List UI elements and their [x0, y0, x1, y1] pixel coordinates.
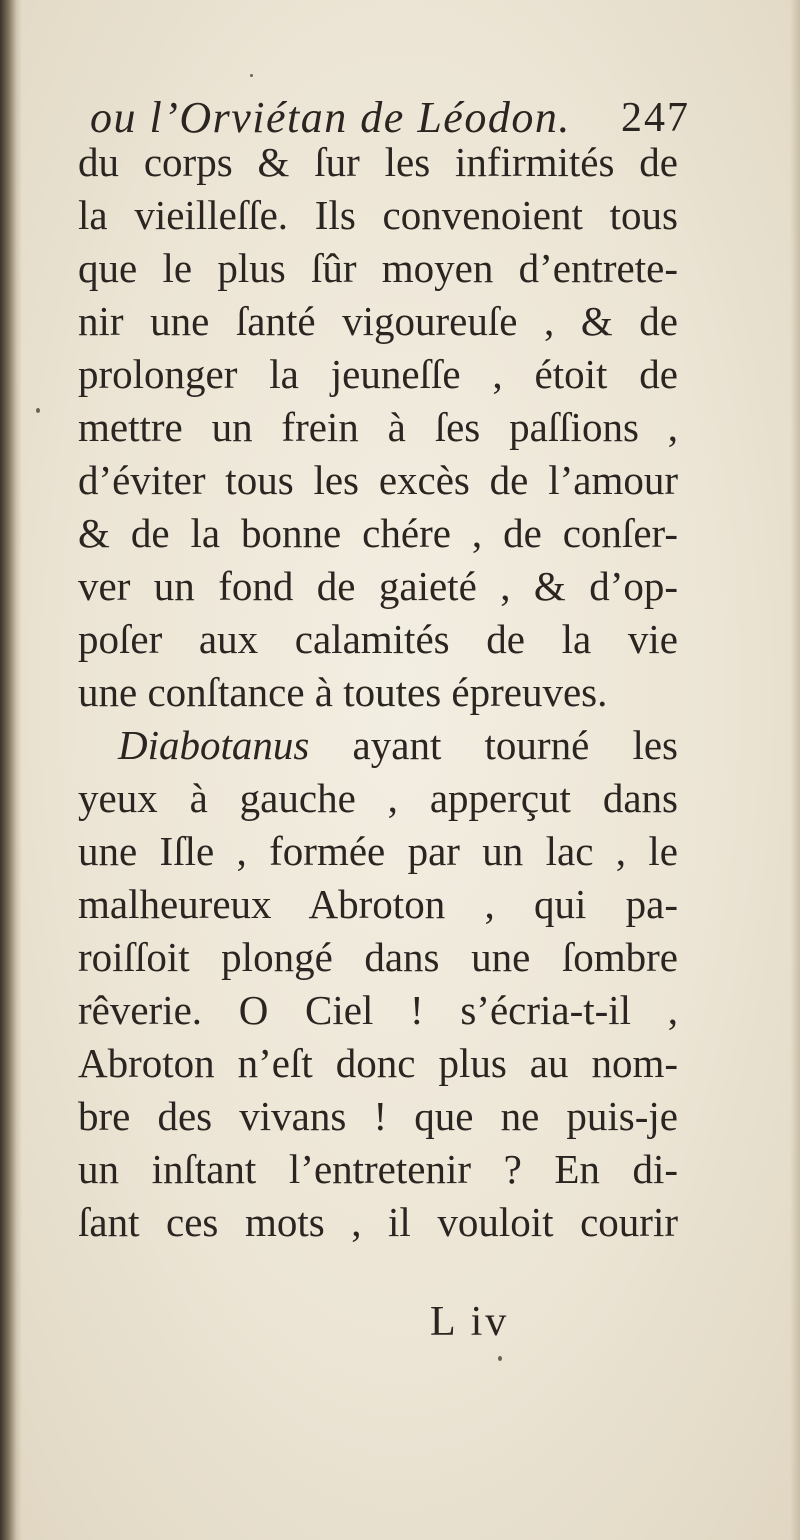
binding-shadow — [0, 0, 22, 1540]
text-line: poſer aux calamités de la vie — [78, 616, 678, 662]
text-line: Diabotanus ayant tourné les — [118, 722, 678, 768]
text-line: roiſſoit plongé dans une ſombre — [78, 934, 678, 980]
page-edge — [790, 0, 800, 1540]
paper-speck — [36, 408, 40, 413]
text-line: malheureux Abroton , qui pa- — [78, 881, 678, 927]
paper-speck — [498, 1356, 502, 1361]
text-line: rêverie. O Ciel ! s’écria-t-il , — [78, 987, 678, 1033]
text-line: une Iſle , formée par un lac , le — [78, 828, 678, 874]
body-text — [78, 136, 678, 1249]
character-name: Diabotanus — [118, 722, 310, 768]
text-line: que le plus ſûr moyen d’entrete- — [78, 245, 678, 291]
text-line: d’éviter tous les excès de l’amour — [78, 457, 678, 503]
text-line: Abroton n’eſt donc plus au nom- — [78, 1040, 678, 1086]
paper-speck — [250, 74, 253, 77]
text-line: mettre un frein à ſes paſſions , — [78, 404, 678, 450]
text-line: yeux à gauche , apperçut dans — [78, 775, 678, 821]
text-line: bre des vivans ! que ne puis-je — [78, 1093, 678, 1139]
text-line: la vieilleſſe. Ils convenoient tous — [78, 192, 678, 238]
text-line: ſant ces mots , il vouloit courir — [78, 1199, 678, 1245]
text-line: nir une ſanté vigoureuſe , & de — [78, 298, 678, 344]
text-line: du corps & ſur les infirmités de — [78, 139, 678, 185]
text-line: ver un fond de gaieté , & d’op- — [78, 563, 678, 609]
running-head: ou l’Orviétan de Léodon. — [90, 93, 571, 142]
text-line: un inſtant l’entretenir ? En di- — [78, 1146, 678, 1192]
text-line: & de la bonne chére , de conſer- — [78, 510, 678, 556]
text-line: prolonger la jeuneſſe , étoit de — [78, 351, 678, 397]
text-line: une conſtance à toutes épreuves. — [78, 669, 608, 715]
signature-mark: L iv — [430, 1299, 510, 1345]
page-number: 247 — [621, 95, 690, 141]
